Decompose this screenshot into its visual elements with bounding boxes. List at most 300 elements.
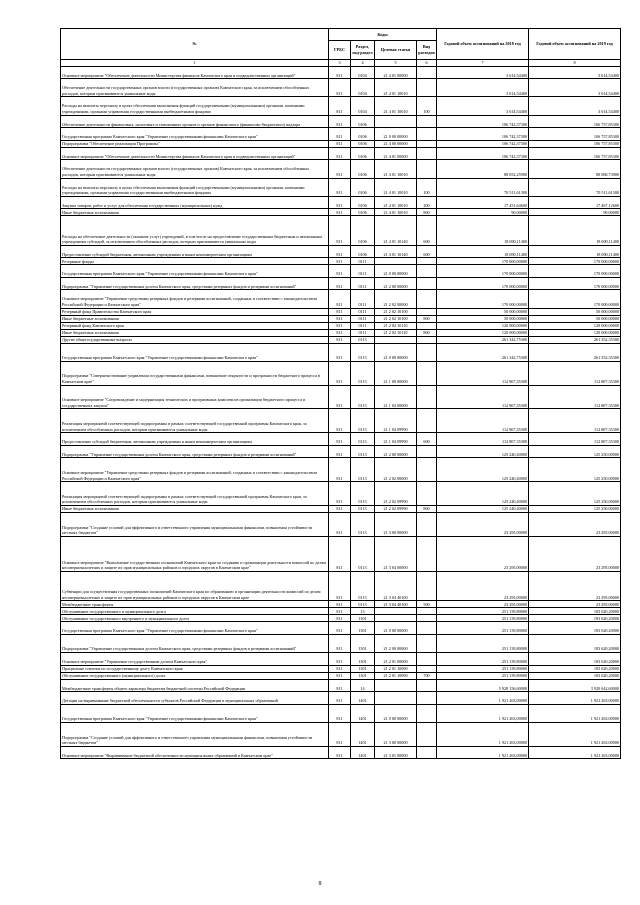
row-target: 21 4 01 10010 xyxy=(375,97,417,115)
row-amount-2018: 261 342,75300 xyxy=(437,343,529,361)
row-vid: 100 xyxy=(417,178,437,196)
row-vid xyxy=(417,513,437,537)
row-target: 21 4 01 00000 xyxy=(375,66,417,79)
row-vid: 800 xyxy=(417,315,437,322)
row-amount-2018: 1 921 263,00000 xyxy=(437,692,529,705)
colnum-4: 4 xyxy=(351,60,375,67)
row-name: Обслуживание государственного и муниципального долга xyxy=(61,608,329,615)
row-amount-2019: 183 620,20000 xyxy=(529,672,621,679)
row-grbs: 811 xyxy=(329,79,351,97)
colnum-8: 8 xyxy=(529,60,621,67)
row-section: 1301 xyxy=(351,622,375,635)
row-section: 1401 xyxy=(351,692,375,705)
row-target: 21 0 00 00000 xyxy=(375,265,417,278)
row-amount-2018: 125 240,40000 xyxy=(437,482,529,506)
row-section: 0113 xyxy=(351,506,375,513)
header-vol-2018: Годовой объем ассигнований на 2018 год xyxy=(437,29,529,60)
row-section: 1401 xyxy=(351,746,375,759)
row-vid xyxy=(417,608,437,615)
table-body xyxy=(61,66,621,759)
table-row xyxy=(61,315,621,322)
row-name: Подпрограмма "Создание условий для эффективного и ответственного управления муниципальными финансами, повышения устойчивости местных бюджетов" xyxy=(61,722,329,746)
row-section: 13 xyxy=(351,608,375,615)
row-amount-2018: 251 139,80000 xyxy=(437,672,529,679)
row-vid xyxy=(417,385,437,409)
row-amount-2018: 23 295,00000 xyxy=(437,571,529,600)
table-row xyxy=(61,343,621,361)
row-name: Подпрограмма "Управление государственным долгом Камчатского края, средствами резервных фондов и резервами ассигнований" xyxy=(61,445,329,458)
row-target: 21 2 01 10090 xyxy=(375,672,417,679)
row-amount-2018: 112 807,35300 xyxy=(437,385,529,409)
row-vid xyxy=(417,615,437,622)
row-target: 21 2 02 00000 xyxy=(375,458,417,482)
row-name: Иные бюджетные ассигнования xyxy=(61,209,329,216)
row-name: Подпрограмма "Управление государственным долгом Камчатского края, средствами резервных фондов и резервами ассигнований" xyxy=(61,634,329,652)
table-row xyxy=(61,634,621,652)
row-amount-2018: 251 139,80000 xyxy=(437,622,529,635)
row-amount-2018: 170 000,00000 xyxy=(437,277,529,290)
row-section: 0111 xyxy=(351,329,375,336)
row-name: Реализация мероприятий соответствующей подпрограммы в рамках соответствующей государственной программы Камчатского края, за исключением обособленных расходов, которым присваиваются уникальные коды xyxy=(61,482,329,506)
row-amount-2018: 3 614,54400 xyxy=(437,79,529,97)
row-name: Дотации на выравнивание бюджетной обеспеченности субъектов Российской Федерации и муниципальных образований xyxy=(61,692,329,705)
row-target: 21 3 04 00000 xyxy=(375,536,417,571)
table-row xyxy=(61,140,621,147)
row-section: 0106 xyxy=(351,209,375,216)
row-section: 0111 xyxy=(351,265,375,278)
row-amount-2019: 183 620,20000 xyxy=(529,634,621,652)
row-target: 21 2 02 09990 xyxy=(375,506,417,513)
row-section: 1301 xyxy=(351,672,375,679)
row-target xyxy=(375,608,417,615)
row-grbs: 811 xyxy=(329,265,351,278)
row-grbs: 811 xyxy=(329,536,351,571)
row-name: Обеспечение деятельности государственных органов власти (государственных органов) Камчатского края, за исключением обособленных расходов, которым присваиваются уникальные коды xyxy=(61,79,329,97)
row-target: 21 0 00 00000 xyxy=(375,622,417,635)
row-grbs: 811 xyxy=(329,66,351,79)
colnum-3: 3 xyxy=(329,60,351,67)
row-name: Межбюджетные трансферты общего характера бюджетам бюджетной системы Российской Федерации xyxy=(61,679,329,692)
row-amount-2019: 112 807,35300 xyxy=(529,409,621,433)
row-amount-2019: 3 920 642,60000 xyxy=(529,679,621,692)
table-row xyxy=(61,615,621,622)
table-row xyxy=(61,536,621,571)
row-grbs: 811 xyxy=(329,336,351,343)
row-vid xyxy=(417,115,437,128)
row-name: Государственная программа Камчатского края "Управление государственными финансами Камчатского края" xyxy=(61,704,329,722)
row-amount-2019: 50 000,00000 xyxy=(529,308,621,315)
row-vid: 700 xyxy=(417,672,437,679)
row-name: Расходы на выплаты персоналу в целях обеспечения выполнения функций государственными (муниципальными) органами, казенными учреждениями, органами управления государственными внебюджетными фондами xyxy=(61,97,329,115)
row-amount-2019: 90,00000 xyxy=(529,209,621,216)
row-vid: 600 xyxy=(417,216,437,245)
row-amount-2018: 17 451,64600 xyxy=(437,196,529,209)
row-amount-2019: 3 614,54400 xyxy=(529,97,621,115)
row-vid xyxy=(417,66,437,79)
row-vid xyxy=(417,536,437,571)
row-target xyxy=(375,615,417,622)
row-section: 0113 xyxy=(351,385,375,409)
row-grbs: 811 xyxy=(329,308,351,315)
table-row xyxy=(61,216,621,245)
row-section: 1301 xyxy=(351,615,375,622)
row-target: 21 3 01 00000 xyxy=(375,746,417,759)
row-target xyxy=(375,115,417,128)
row-target: 21 3 04 40100 xyxy=(375,571,417,600)
row-amount-2018: 261 342,75300 xyxy=(437,336,529,343)
table-row xyxy=(61,308,621,315)
colnum-7: 7 xyxy=(437,60,529,67)
row-section: 1401 xyxy=(351,722,375,746)
row-grbs: 811 xyxy=(329,665,351,672)
row-target xyxy=(375,258,417,265)
table-row xyxy=(61,128,621,141)
row-name: Резервный фонд Камчатского края xyxy=(61,322,329,329)
row-name: Предоставление субсидий бюджетным, автономным учреждениям и иным некоммерческим организациям xyxy=(61,245,329,258)
row-amount-2018: 3 614,54400 xyxy=(437,66,529,79)
row-name: Обеспечение деятельности государственных органов власти (государственных органов) Камчатского края, за исключением обособленных расходов, которым присваиваются уникальные коды xyxy=(61,160,329,178)
row-grbs: 811 xyxy=(329,385,351,409)
row-grbs: 811 xyxy=(329,258,351,265)
table-row xyxy=(61,482,621,506)
row-vid xyxy=(417,147,437,160)
row-section: 0106 xyxy=(351,245,375,258)
row-vid xyxy=(417,160,437,178)
row-section: 0111 xyxy=(351,308,375,315)
row-target: 21 1 04 09990 xyxy=(375,433,417,446)
row-target: 21 1 04 09990 xyxy=(375,409,417,433)
row-amount-2018: 90,00000 xyxy=(437,209,529,216)
row-grbs: 811 xyxy=(329,458,351,482)
row-amount-2019: 1 921 263,00000 xyxy=(529,746,621,759)
row-section: 0106 xyxy=(351,160,375,178)
row-amount-2019: 183 620,20000 xyxy=(529,608,621,615)
row-grbs: 811 xyxy=(329,245,351,258)
row-grbs: 811 xyxy=(329,128,351,141)
row-vid: 800 xyxy=(417,209,437,216)
row-section: 0111 xyxy=(351,290,375,308)
table-row xyxy=(61,329,621,336)
row-vid: 600 xyxy=(417,433,437,446)
row-amount-2019: 170 000,00000 xyxy=(529,277,621,290)
row-vid xyxy=(417,79,437,97)
row-name: Основное мероприятие "Обеспечение деятельности Министерства финансов Камчатского края и подведомственных организаций" xyxy=(61,66,329,79)
column-number-row xyxy=(61,60,621,67)
row-vid xyxy=(417,634,437,652)
row-section: 0111 xyxy=(351,315,375,322)
row-amount-2018: 112 807,35300 xyxy=(437,409,529,433)
row-section: 0106 xyxy=(351,216,375,245)
row-grbs: 811 xyxy=(329,343,351,361)
row-amount-2018: 18 690,11400 xyxy=(437,216,529,245)
header-num: № xyxy=(61,29,329,60)
row-amount-2019: 120 000,00000 xyxy=(529,329,621,336)
row-vid xyxy=(417,622,437,635)
row-grbs: 811 xyxy=(329,209,351,216)
row-amount-2018: 106 742,37300 xyxy=(437,128,529,141)
row-section: 0104 xyxy=(351,66,375,79)
table-row xyxy=(61,704,621,722)
row-name: Реализация мероприятий соответствующей подпрограммы в рамках соответствующей государственной программы Камчатского края, за исключением обособленных расходов, которым присваиваются уникальные коды xyxy=(61,409,329,433)
row-amount-2019: 261 352,35300 xyxy=(529,336,621,343)
row-name: Расходы на обеспечение деятельности (оказание услуг) учреждений, в том числе на предоставление государственным бюджетным и автономным учреждениям субсидий, за исключением обособленных расходов, которым присваиваются уникальные коды xyxy=(61,216,329,245)
row-vid: 100 xyxy=(417,97,437,115)
row-vid xyxy=(417,704,437,722)
colnum-6: 6 xyxy=(417,60,437,67)
row-section: 0106 xyxy=(351,128,375,141)
row-name: Основное мероприятие "Выравнивание бюджетной обеспеченности муниципальных образований в Камчатском крае" xyxy=(61,746,329,759)
row-grbs: 811 xyxy=(329,601,351,608)
row-amount-2019: 3 614,54400 xyxy=(529,79,621,97)
row-amount-2019: 23 295,00000 xyxy=(529,601,621,608)
table-row xyxy=(61,409,621,433)
row-amount-2019: 112 807,35300 xyxy=(529,361,621,385)
row-amount-2019: 106 757,85300 xyxy=(529,147,621,160)
row-section: 0113 xyxy=(351,409,375,433)
row-vid: 600 xyxy=(417,245,437,258)
row-vid xyxy=(417,265,437,278)
row-amount-2019: 106 757,85300 xyxy=(529,140,621,147)
row-section: 1301 xyxy=(351,653,375,666)
row-amount-2019: 88 068,73900 xyxy=(529,160,621,178)
table-row xyxy=(61,385,621,409)
table-row xyxy=(61,506,621,513)
row-amount-2018: 23 295,00000 xyxy=(437,536,529,571)
table-row xyxy=(61,160,621,178)
table-row xyxy=(61,147,621,160)
row-name: Государственная программа Камчатского края "Управление государственными финансами Камчатского края" xyxy=(61,128,329,141)
row-target: 21 2 00 00000 xyxy=(375,634,417,652)
row-vid xyxy=(417,277,437,290)
row-vid xyxy=(417,290,437,308)
row-grbs: 811 xyxy=(329,315,351,322)
row-amount-2019: 50 000,00000 xyxy=(529,315,621,322)
row-name: Предоставление субсидий бюджетным, автономным учреждениям и иным некоммерческим организациям xyxy=(61,433,329,446)
row-name: Иные бюджетные ассигнования xyxy=(61,315,329,322)
row-grbs: 811 xyxy=(329,692,351,705)
row-target: 21 2 02 10100 xyxy=(375,315,417,322)
row-grbs: 811 xyxy=(329,704,351,722)
table-row xyxy=(61,79,621,97)
row-amount-2019: 106 757,85300 xyxy=(529,115,621,128)
row-section: 0113 xyxy=(351,571,375,600)
colnum-5: 5 xyxy=(375,60,417,67)
table-row xyxy=(61,692,621,705)
row-vid: 800 xyxy=(417,329,437,336)
row-name: Подпрограмма "Создание условий для эффективного и ответственного управления муниципальными финансами, повышения устойчивости местных бюджетов" xyxy=(61,513,329,537)
table-row xyxy=(61,608,621,615)
row-amount-2018: 70 511,61300 xyxy=(437,178,529,196)
row-grbs: 811 xyxy=(329,160,351,178)
row-section: 0113 xyxy=(351,536,375,571)
row-section: 0113 xyxy=(351,361,375,385)
row-name: Государственная программа Камчатского края "Управление государственными финансами Камчатского края" xyxy=(61,265,329,278)
table-row xyxy=(61,178,621,196)
header-grbs: ГРБС xyxy=(329,41,351,60)
row-grbs: 811 xyxy=(329,653,351,666)
colnum-1: 1 xyxy=(61,60,329,67)
table-row xyxy=(61,245,621,258)
table-row xyxy=(61,322,621,329)
table-row xyxy=(61,265,621,278)
row-name: Иные бюджетные ассигнования xyxy=(61,506,329,513)
row-name: Основное мероприятие "Управление государственным долгом Камчатского края" xyxy=(61,653,329,666)
row-section: 14 xyxy=(351,679,375,692)
row-grbs: 811 xyxy=(329,147,351,160)
row-section: 0113 xyxy=(351,513,375,537)
row-amount-2018: 1 921 263,00000 xyxy=(437,746,529,759)
row-target: 21 4 01 00000 xyxy=(375,147,417,160)
row-grbs: 811 xyxy=(329,290,351,308)
table-row xyxy=(61,679,621,692)
row-grbs: 811 xyxy=(329,97,351,115)
row-name: Резервный фонд Правительства Камчатского края xyxy=(61,308,329,315)
row-grbs: 811 xyxy=(329,216,351,245)
row-amount-2019: 23 295,00000 xyxy=(529,571,621,600)
table-row xyxy=(61,290,621,308)
row-section: 0113 xyxy=(351,482,375,506)
row-vid: 500 xyxy=(417,601,437,608)
row-amount-2018: 1 921 263,00000 xyxy=(437,704,529,722)
row-target: 21 4 01 10140 xyxy=(375,245,417,258)
row-amount-2019: 1 921 263,00000 xyxy=(529,692,621,705)
header-section: Раздел, под-раздел xyxy=(351,41,375,60)
row-amount-2018: 251 139,80000 xyxy=(437,665,529,672)
row-amount-2019: 183 620,20000 xyxy=(529,615,621,622)
row-amount-2018: 125 240,40000 xyxy=(437,506,529,513)
row-amount-2018: 125 240,40000 xyxy=(437,458,529,482)
row-grbs: 811 xyxy=(329,115,351,128)
row-vid: 800 xyxy=(417,506,437,513)
row-section: 1301 xyxy=(351,665,375,672)
row-section: 0106 xyxy=(351,147,375,160)
row-name: Обслуживание государственного (муниципального) долга xyxy=(61,672,329,679)
table-row xyxy=(61,209,621,216)
row-amount-2019: 125 250,00000 xyxy=(529,445,621,458)
row-target: 21 4 01 10010 xyxy=(375,178,417,196)
row-amount-2019: 18 690,11400 xyxy=(529,245,621,258)
table-row xyxy=(61,601,621,608)
row-amount-2019: 170 000,00000 xyxy=(529,290,621,308)
row-grbs: 811 xyxy=(329,608,351,615)
row-vid xyxy=(417,746,437,759)
row-name: Субвенции для осуществления государственных полномочий Камчатского края по образованию и организации деятельности комиссий по делам несовершеннолетних и защите их прав муниципальных районов и городских округов в Камчатском крае xyxy=(61,571,329,600)
row-grbs: 811 xyxy=(329,329,351,336)
row-target: 21 1 00 00000 xyxy=(375,361,417,385)
row-amount-2018: 120 000,00000 xyxy=(437,329,529,336)
row-name: Другие общегосударственные вопросы xyxy=(61,336,329,343)
row-amount-2019: 183 620,20000 xyxy=(529,665,621,672)
row-section: 0113 xyxy=(351,458,375,482)
row-section: 0111 xyxy=(351,322,375,329)
row-vid xyxy=(417,322,437,329)
row-grbs: 811 xyxy=(329,679,351,692)
row-section: 0106 xyxy=(351,178,375,196)
row-grbs: 811 xyxy=(329,634,351,652)
row-name: Основное мероприятие "Сопровождение и модернизация технических и программных комплексов организации бюджетного процесса и государственных закупок" xyxy=(61,385,329,409)
table-row xyxy=(61,433,621,446)
row-vid xyxy=(417,445,437,458)
row-name: Подпрограмма "Совершенствование управления государственными финансами, повышение открытости и прозрачности бюджетного процесса в Камчатском крае" xyxy=(61,361,329,385)
row-section: 1301 xyxy=(351,634,375,652)
row-vid xyxy=(417,679,437,692)
header-codes: Коды xyxy=(329,29,437,41)
row-target: 21 3 04 40100 xyxy=(375,601,417,608)
row-amount-2018: 3 614,54400 xyxy=(437,97,529,115)
row-name: Основное мероприятие "Управление средствами резервных фондов и резервами ассигнований, созданных в соответствии с законодательством Российской Федерации и Камчатского края" xyxy=(61,290,329,308)
row-amount-2018: 106 742,37300 xyxy=(437,115,529,128)
row-target: 21 2 00 00000 xyxy=(375,277,417,290)
row-amount-2019: 125 250,00000 xyxy=(529,506,621,513)
row-vid xyxy=(417,336,437,343)
row-grbs: 811 xyxy=(329,409,351,433)
row-grbs: 811 xyxy=(329,140,351,147)
row-amount-2018: 5 928 156,60000 xyxy=(437,679,529,692)
row-amount-2019: 17 467,12600 xyxy=(529,196,621,209)
row-amount-2019: 112 807,35300 xyxy=(529,385,621,409)
row-name: Иные бюджетные ассигнования xyxy=(61,329,329,336)
row-amount-2019: 23 295,00000 xyxy=(529,513,621,537)
row-name: Основное мероприятие "Выполнение государственных полномочий Камчатского края по созданию и организации деятельности комиссий по делам несовершеннолетних и защите их прав муниципальных районов и городских округов в Камчатском крае" xyxy=(61,536,329,571)
row-amount-2019: 3 614,54400 xyxy=(529,66,621,79)
table-row xyxy=(61,258,621,265)
row-name: Обеспечение деятельности финансовых, налоговых и таможенных органов и органов финансового (финансово-бюджетного) надзора xyxy=(61,115,329,128)
row-section: 0106 xyxy=(351,140,375,147)
row-grbs: 811 xyxy=(329,433,351,446)
row-amount-2018: 106 742,37300 xyxy=(437,140,529,147)
row-target: 21 4 01 10010 xyxy=(375,196,417,209)
row-name: Расходы на выплаты персоналу в целях обеспечения выполнения функций государственными (муниципальными) органами, казенными учреждениями, органами управления государственными внебюджетными фондами xyxy=(61,178,329,196)
row-section: 0113 xyxy=(351,601,375,608)
row-grbs: 811 xyxy=(329,196,351,209)
row-target xyxy=(375,679,417,692)
row-name: Процентные платежи по государственному долгу Камчатского края xyxy=(61,665,329,672)
row-amount-2019: 170 000,00000 xyxy=(529,258,621,265)
row-amount-2019: 261 352,35300 xyxy=(529,343,621,361)
header-vid: Вид расходов xyxy=(417,41,437,60)
row-target: 21 2 02 10100 xyxy=(375,308,417,315)
row-amount-2018: 251 139,80000 xyxy=(437,615,529,622)
row-target: 21 2 01 00000 xyxy=(375,653,417,666)
header-row-top xyxy=(61,29,621,41)
row-vid xyxy=(417,458,437,482)
row-amount-2018: 106 742,37300 xyxy=(437,147,529,160)
row-target: 21 4 01 10010 xyxy=(375,209,417,216)
row-amount-2018: 251 139,80000 xyxy=(437,634,529,652)
row-target: 21 3 00 00000 xyxy=(375,513,417,537)
row-amount-2019: 106 757,85300 xyxy=(529,128,621,141)
row-target: 21 2 02 00000 xyxy=(375,290,417,308)
row-target xyxy=(375,336,417,343)
row-amount-2019: 183 620,20000 xyxy=(529,653,621,666)
row-target: 21 2 02 10110 xyxy=(375,329,417,336)
row-grbs: 811 xyxy=(329,482,351,506)
row-section: 0106 xyxy=(351,196,375,209)
page-number: 8 xyxy=(318,881,322,887)
row-grbs: 811 xyxy=(329,178,351,196)
row-vid xyxy=(417,665,437,672)
header-vol-2019: Годовой объем ассигнований на 2019 год xyxy=(529,29,621,60)
row-name: Межбюджетные трансферты xyxy=(61,601,329,608)
row-name: Обслуживание государственного внутреннего и муниципального долга xyxy=(61,615,329,622)
row-amount-2019: 170 000,00000 xyxy=(529,265,621,278)
row-name: Основное мероприятие "Управление средствами резервных фондов и резервами ассигнований, созданных в соответствии с законодательством Российской Федерации и Камчатского края" xyxy=(61,458,329,482)
row-amount-2018: 125 240,40000 xyxy=(437,445,529,458)
row-vid xyxy=(417,140,437,147)
row-vid xyxy=(417,482,437,506)
row-target xyxy=(375,692,417,705)
header-target: Целевая статья xyxy=(375,41,417,60)
